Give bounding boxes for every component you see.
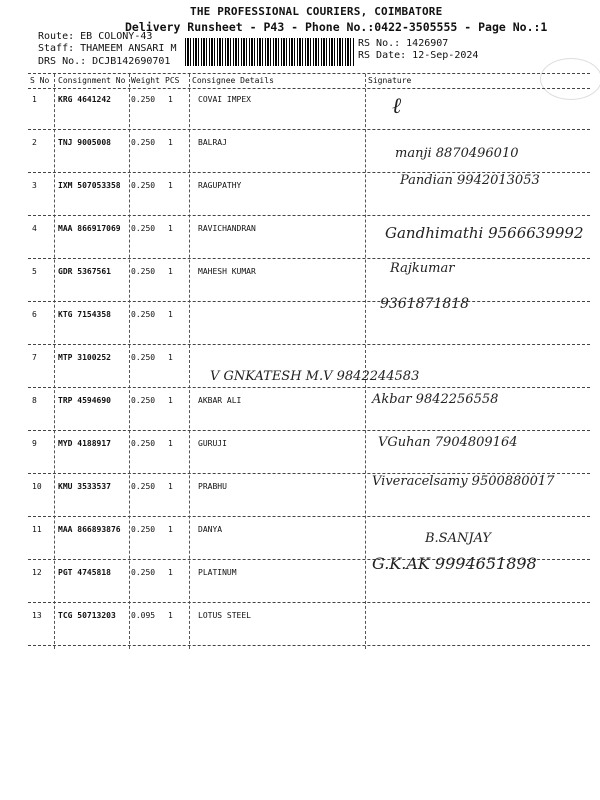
row-divider (28, 430, 590, 431)
row-weight: 0.250 (131, 267, 156, 276)
row-consignment-no: KRG 4641242 (58, 95, 111, 104)
row-pcs: 1 (168, 568, 173, 577)
row-sno: 13 (32, 611, 42, 620)
row-weight: 0.250 (131, 310, 156, 319)
col-signature: Signature (368, 76, 412, 85)
row-consignment-no: TNJ 9005008 (58, 138, 111, 147)
row-consignment-no: MAA 866917069 (58, 224, 121, 233)
row-pcs: 1 (168, 611, 173, 620)
row-signature: G.K.AK 9994651898 (372, 554, 537, 573)
drs-label: DRS No.: DCJB142690701 (38, 56, 171, 67)
row-consignee: COVAI IMPEX (198, 95, 251, 104)
row-sno: 4 (32, 224, 37, 233)
row-pcs: 1 (168, 439, 173, 448)
row-weight: 0.250 (131, 439, 156, 448)
col-line (54, 74, 55, 649)
row-pcs: 1 (168, 482, 173, 491)
row-weight: 0.250 (131, 181, 156, 190)
row-signature: Akbar 9842256558 (372, 392, 499, 407)
row-divider (28, 602, 590, 603)
row-signature: VGuhan 7904809164 (378, 435, 518, 450)
col-pcs: PCS (165, 76, 180, 85)
row-pcs: 1 (168, 396, 173, 405)
row-pcs: 1 (168, 353, 173, 362)
row-sno: 9 (32, 439, 37, 448)
row-weight: 0.095 (131, 611, 156, 620)
row-signature: Pandian 9942013053 (400, 173, 540, 188)
row-sno: 2 (32, 138, 37, 147)
row-consignee: GURUJI (198, 439, 227, 448)
col-consignment: Consignment No (58, 76, 126, 85)
row-consignee: PRABHU (198, 482, 227, 491)
rs-number: RS No.: 1426907 (358, 38, 449, 49)
company-title: THE PROFESSIONAL COURIERS, COIMBATORE (190, 5, 443, 18)
row-consignee: RAGUPATHY (198, 181, 242, 190)
row-pcs: 1 (168, 138, 173, 147)
row-signature: Rajkumar (390, 261, 455, 276)
row-divider (28, 516, 590, 517)
row-signature: 9361871818 (380, 296, 470, 312)
row-consignee: DANYA (198, 525, 223, 534)
row-sno: 5 (32, 267, 37, 276)
row-signature: V GNKATESH M.V 9842244583 (210, 369, 420, 384)
row-consignee: RAVICHANDRAN (198, 224, 256, 233)
divider (28, 73, 590, 74)
row-consignment-no: PGT 4745818 (58, 568, 111, 577)
row-weight: 0.250 (131, 353, 156, 362)
row-consignee: PLATINUM (198, 568, 237, 577)
row-divider (28, 129, 590, 130)
row-pcs: 1 (168, 525, 173, 534)
row-pcs: 1 (168, 310, 173, 319)
row-sno: 1 (32, 95, 37, 104)
row-pcs: 1 (168, 224, 173, 233)
row-consignee: MAHESH KUMAR (198, 267, 256, 276)
row-pcs: 1 (168, 95, 173, 104)
row-pcs: 1 (168, 181, 173, 190)
row-divider (28, 344, 590, 345)
row-divider (28, 387, 590, 388)
stamp (540, 58, 600, 100)
row-sno: 11 (32, 525, 42, 534)
col-line (189, 74, 190, 649)
col-consignee: Consignee Details (192, 76, 274, 85)
row-weight: 0.250 (131, 224, 156, 233)
row-consignment-no: MYD 4188917 (58, 439, 111, 448)
row-sno: 6 (32, 310, 37, 319)
row-weight: 0.250 (131, 396, 156, 405)
row-pcs: 1 (168, 267, 173, 276)
row-weight: 0.250 (131, 568, 156, 577)
row-consignment-no: TCG 50713203 (58, 611, 116, 620)
row-consignment-no: KTG 7154358 (58, 310, 111, 319)
barcode (185, 38, 355, 66)
row-consignee: AKBAR ALI (198, 396, 242, 405)
row-consignment-no: MAA 866893876 (58, 525, 121, 534)
row-signature: Viveracelsamy 9500880017 (372, 474, 555, 489)
rs-date: RS Date: 12-Sep-2024 (358, 50, 479, 61)
row-signature: Gandhimathi 9566639992 (385, 224, 584, 242)
row-signature: manji 8870496010 (395, 146, 519, 161)
runsheet-subtitle: Delivery Runsheet - P43 - Phone No.:0422-3505555 - Page No.:1 (125, 20, 548, 34)
divider (28, 88, 590, 89)
row-consignment-no: MTP 3100252 (58, 353, 111, 362)
row-consignment-no: GDR 5367561 (58, 267, 111, 276)
row-consignee: BALRAJ (198, 138, 227, 147)
row-weight: 0.250 (131, 95, 156, 104)
row-sno: 8 (32, 396, 37, 405)
row-divider (28, 645, 590, 646)
row-signature: ℓ (392, 94, 402, 119)
row-weight: 0.250 (131, 138, 156, 147)
row-sno: 7 (32, 353, 37, 362)
row-signature: B.SANJAY (425, 531, 492, 546)
row-divider (28, 258, 590, 259)
staff-label: Staff: THAMEEM ANSARI M (38, 43, 177, 54)
row-sno: 12 (32, 568, 42, 577)
row-sno: 3 (32, 181, 37, 190)
row-consignment-no: KMU 3533537 (58, 482, 111, 491)
col-line (129, 74, 130, 649)
route-label: Route: EB COLONY-43 (38, 31, 153, 42)
col-weight: Weight (131, 76, 160, 85)
row-consignee: LOTUS STEEL (198, 611, 251, 620)
col-sno: S No (30, 76, 50, 85)
row-divider (28, 301, 590, 302)
row-consignment-no: IXM 507053358 (58, 181, 121, 190)
row-weight: 0.250 (131, 482, 156, 491)
row-consignment-no: TRP 4594690 (58, 396, 111, 405)
row-divider (28, 215, 590, 216)
row-weight: 0.250 (131, 525, 156, 534)
col-line (365, 74, 366, 649)
row-sno: 10 (32, 482, 42, 491)
